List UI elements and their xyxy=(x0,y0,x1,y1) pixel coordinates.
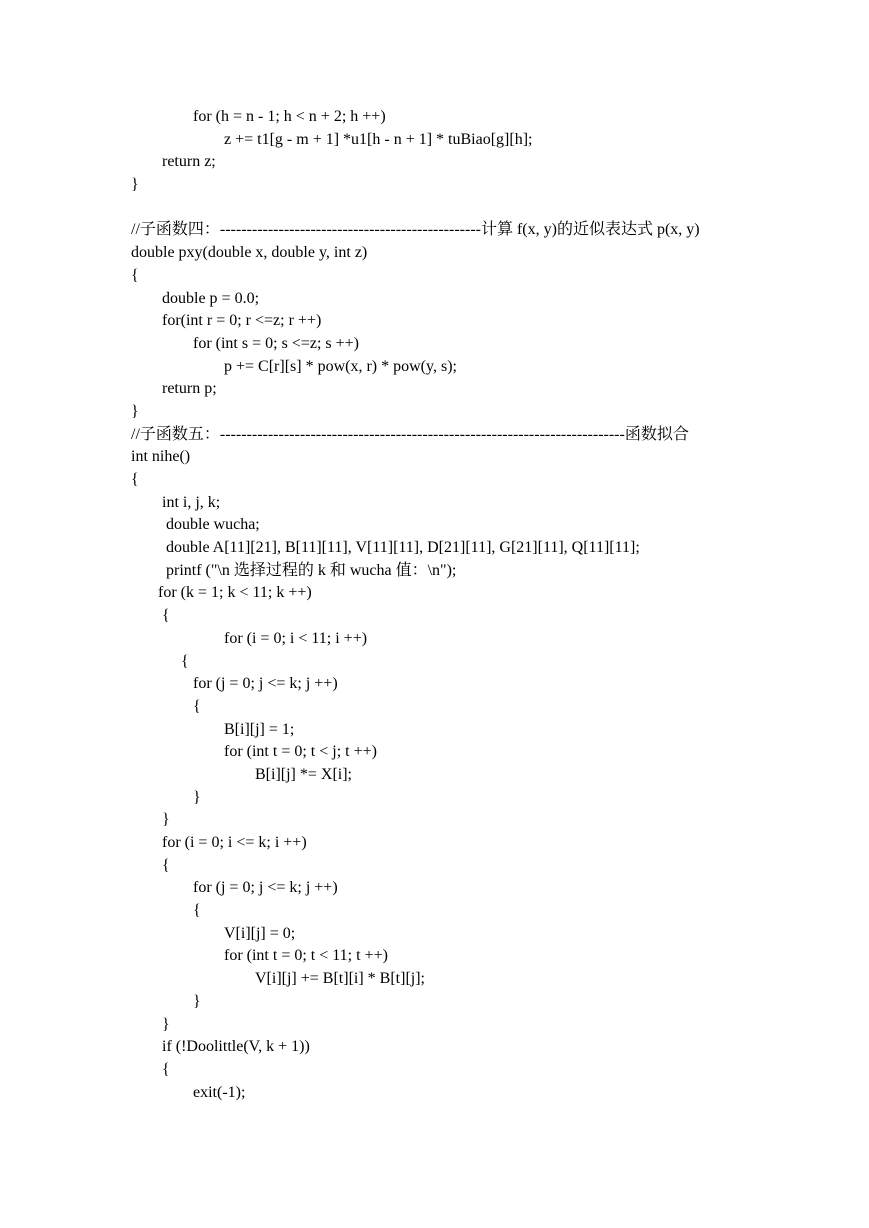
code-line: exit(-1); xyxy=(193,1083,246,1101)
code-line: V[i][j] += B[t][i] * B[t][j]; xyxy=(255,970,425,988)
code-line: } xyxy=(131,176,139,194)
code-line: //子函数四：-------------------------------------------------计算 f(x, y)的近似表达式 p(x, y) xyxy=(131,221,700,239)
code-line: double A[11][21], B[11][11], V[11][11], D[21][11], G[21][11], Q[11][11]; xyxy=(166,539,640,557)
code-line: { xyxy=(162,607,170,625)
code-line: { xyxy=(181,652,189,670)
code-line: return p; xyxy=(162,380,217,398)
code-line: double pxy(double x, double y, int z) xyxy=(131,244,368,262)
code-line: { xyxy=(131,471,139,488)
code-line: int nihe() xyxy=(131,448,191,466)
code-line: return z; xyxy=(162,153,216,171)
code-line: { xyxy=(162,856,170,874)
code-line: p += C[r][s] * pow(x, r) * pow(y, s); xyxy=(224,357,457,375)
code-line: double p = 0.0; xyxy=(162,289,260,307)
code-line: for(int r = 0; r <=z; r ++) xyxy=(162,312,322,330)
code-line: for (j = 0; j <= k; j ++) xyxy=(193,675,338,693)
code-line: } xyxy=(162,811,170,829)
code-line: { xyxy=(193,697,201,715)
code-line: for (k = 1; k < 11; k ++) xyxy=(158,584,312,602)
code-line: double wucha; xyxy=(166,516,260,534)
code-line: } xyxy=(193,788,201,806)
code-line: printf ("\n 选择过程的 k 和 wucha 值：\n"); xyxy=(166,561,457,579)
code-line xyxy=(131,197,741,220)
code-line: for (h = n - 1; h < n + 2; h ++) xyxy=(193,108,386,125)
code-line: B[i][j] = 1; xyxy=(224,720,295,738)
code-line: for (j = 0; j <= k; j ++) xyxy=(193,879,338,897)
code-listing xyxy=(131,106,741,1104)
code-line: int i, j, k; xyxy=(162,493,221,511)
code-line: } xyxy=(162,1015,170,1033)
code-line: for (int t = 0; t < j; t ++) xyxy=(224,743,377,761)
code-line: } xyxy=(193,992,201,1010)
code-line: for (i = 0; i < 11; i ++) xyxy=(224,629,368,647)
code-line: { xyxy=(131,266,139,284)
code-line: //子函数五：----------------------------------------------------------------------------函数拟合 xyxy=(131,425,689,443)
code-line: if (!Doolittle(V, k + 1)) xyxy=(162,1038,310,1056)
code-line: B[i][j] *= X[i]; xyxy=(255,765,352,783)
code-line: z += t1[g - m + 1] *u1[h - n + 1] * tuBiao[g][h]; xyxy=(224,130,533,148)
code-line: for (int s = 0; s <=z; s ++) xyxy=(193,334,359,352)
code-line: { xyxy=(162,1060,170,1078)
code-line: } xyxy=(131,402,139,420)
code-line: for (i = 0; i <= k; i ++) xyxy=(162,834,307,851)
code-line: { xyxy=(193,902,201,920)
code-line: V[i][j] = 0; xyxy=(224,924,296,942)
code-line: for (int t = 0; t < 11; t ++) xyxy=(224,947,388,965)
